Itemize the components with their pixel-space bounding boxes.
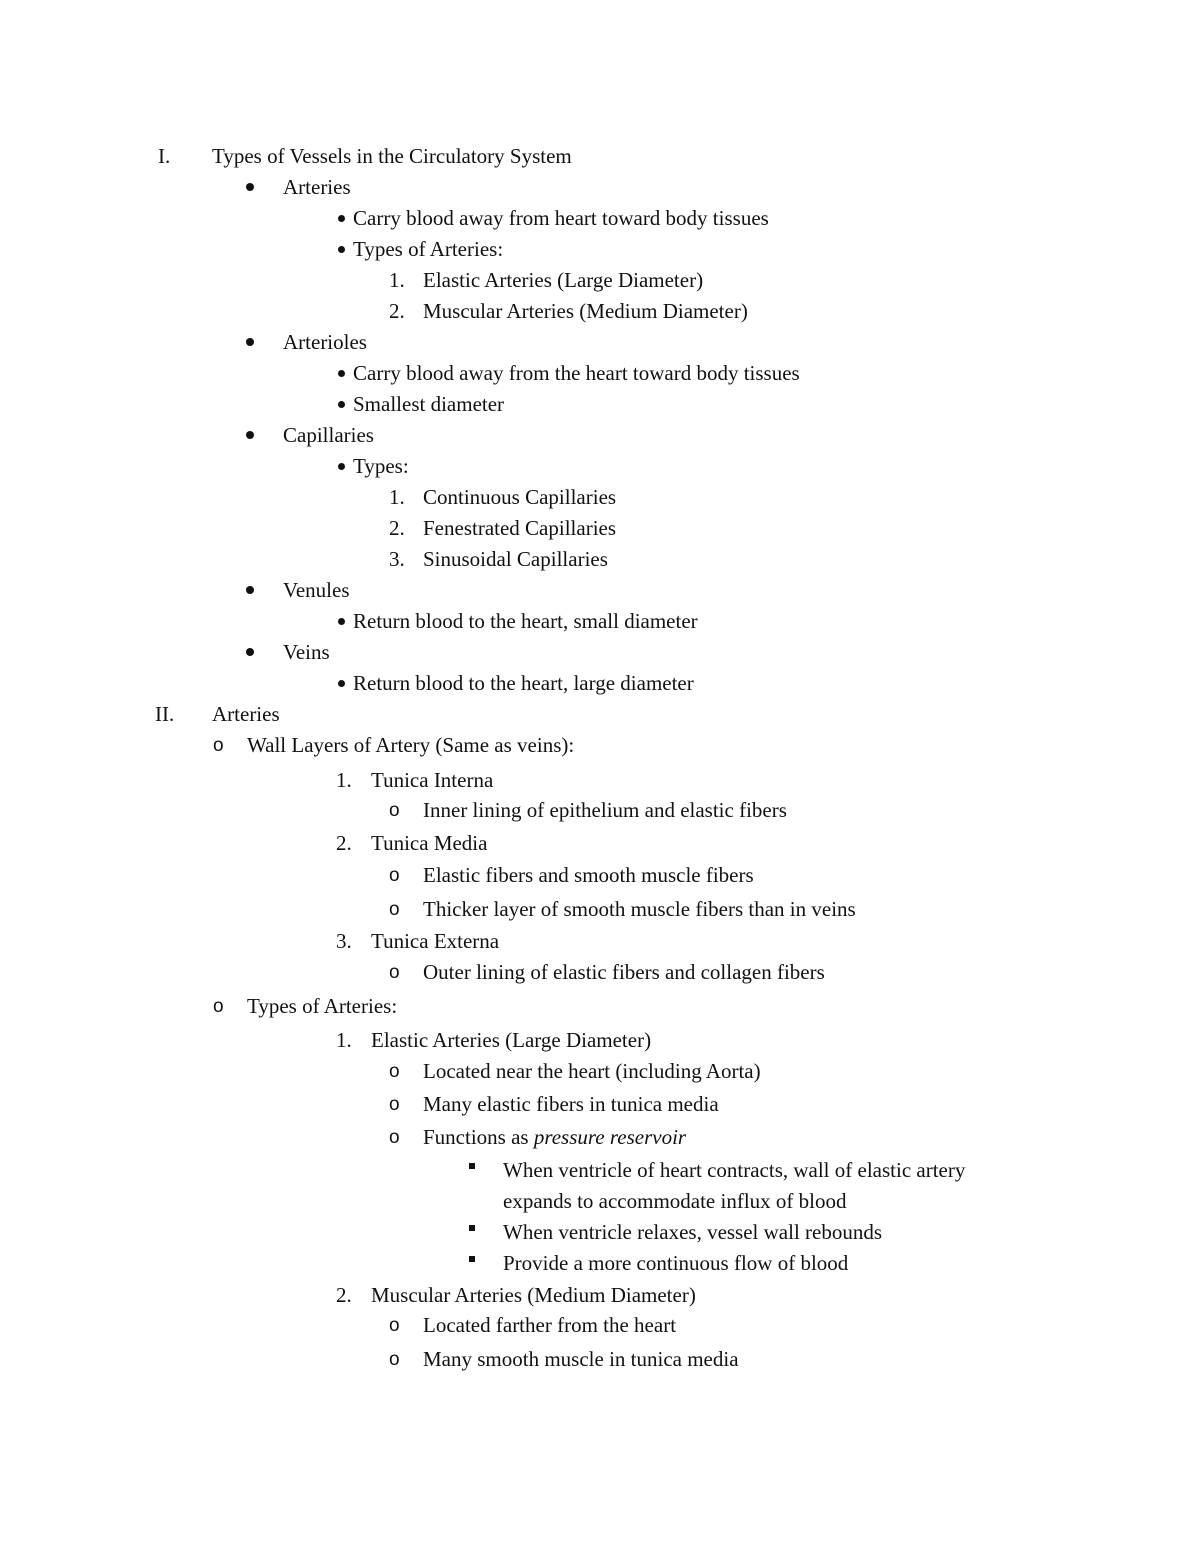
wall-layers-label: Wall Layers of Artery (Same as veins): <box>247 733 575 757</box>
elastic-desc-1: Located near the heart (including Aorta) <box>423 1059 761 1083</box>
circle-bullet-icon: o <box>389 865 400 886</box>
muscular-arteries-heading: Muscular Arteries (Medium Diameter) <box>371 1283 696 1307</box>
circle-bullet-icon: o <box>213 735 224 756</box>
square-bullet-icon <box>469 1256 475 1262</box>
list-number: 2. <box>336 1283 352 1307</box>
list-number: 3. <box>336 929 352 953</box>
capillaries-types-label: Types: <box>353 454 409 478</box>
bullet-dot-icon <box>246 183 254 191</box>
circle-bullet-icon: o <box>389 1349 400 1370</box>
fenestrated-capillaries-item: Fenestrated Capillaries <box>423 516 617 540</box>
list-number: 2. <box>389 299 405 323</box>
list-number: 1. <box>389 485 405 509</box>
section-2-number: II. <box>155 702 175 726</box>
bullet-dot-icon <box>246 648 254 656</box>
veins-desc: Return blood to the heart, large diameter <box>353 671 694 695</box>
arteries-types-label: Types of Arteries: <box>353 237 504 261</box>
section-2-title: Arteries <box>212 702 280 726</box>
bullet-dot-icon <box>246 431 254 439</box>
list-number: 3. <box>389 547 405 571</box>
tunica-externa-desc: Outer lining of elastic fibers and collagen fibers <box>423 960 825 984</box>
arterioles-smallest-text: Smallest diameter <box>353 392 505 416</box>
circle-bullet-icon: o <box>389 1094 400 1115</box>
reservoir-point-2: When ventricle relaxes, vessel wall rebounds <box>503 1220 883 1244</box>
functions-as-text: Functions as <box>423 1125 534 1149</box>
bullet-dot-icon <box>246 586 254 594</box>
bullet-dot-icon <box>338 215 345 222</box>
tunica-externa-label: Tunica Externa <box>371 929 500 953</box>
reservoir-point-1-line-2: expands to accommodate influx of blood <box>503 1189 847 1213</box>
tunica-media-label: Tunica Media <box>371 831 488 855</box>
reservoir-point-3: Provide a more continuous flow of blood <box>503 1251 849 1275</box>
types-of-arteries-label: Types of Arteries: <box>247 994 398 1018</box>
tunica-media-desc-2: Thicker layer of smooth muscle fibers than in veins <box>423 897 856 921</box>
square-bullet-icon <box>469 1163 475 1169</box>
continuous-capillaries-item: Continuous Capillaries <box>423 485 617 509</box>
reservoir-point-1-line-1: When ventricle of heart contracts, wall of elastic artery <box>503 1158 966 1182</box>
section-1-number: I. <box>158 144 171 168</box>
bullet-dot-icon <box>338 401 345 408</box>
circle-bullet-icon: o <box>213 996 224 1017</box>
square-bullet-icon <box>469 1225 475 1231</box>
arterioles-carry-text: Carry blood away from the heart toward body tissues <box>353 361 800 385</box>
elastic-arteries-item: Elastic Arteries (Large Diameter) <box>423 268 704 292</box>
tunica-interna-desc: Inner lining of epithelium and elastic fibers <box>423 798 787 822</box>
circle-bullet-icon: o <box>389 800 400 821</box>
circle-bullet-icon: o <box>389 1315 400 1336</box>
bullet-dot-icon <box>338 370 345 377</box>
bullet-dot-icon <box>338 246 345 253</box>
bullet-dot-icon <box>338 618 345 625</box>
list-number: 2. <box>389 516 405 540</box>
elastic-desc-2: Many elastic fibers in tunica media <box>423 1092 719 1116</box>
elastic-arteries-heading: Elastic Arteries (Large Diameter) <box>371 1028 652 1052</box>
circle-bullet-icon: o <box>389 1127 400 1148</box>
circle-bullet-icon: o <box>389 962 400 983</box>
arteries-carry-text: Carry blood away from heart toward body tissues <box>353 206 769 230</box>
list-number: 1. <box>389 268 405 292</box>
elastic-desc-3 <box>423 1124 686 1150</box>
list-number: 2. <box>336 831 352 855</box>
tunica-media-desc-1: Elastic fibers and smooth muscle fibers <box>423 863 754 887</box>
sinusoidal-capillaries-item: Sinusoidal Capillaries <box>423 547 608 571</box>
arterioles-label: Arterioles <box>283 330 367 354</box>
list-number: 1. <box>336 768 352 792</box>
bullet-dot-icon <box>338 463 345 470</box>
circle-bullet-icon: o <box>389 899 400 920</box>
list-number: 1. <box>336 1028 352 1052</box>
pressure-reservoir-text: pressure reservoir <box>533 1125 687 1149</box>
bullet-dot-icon <box>246 338 254 346</box>
venules-label: Venules <box>283 578 350 602</box>
capillaries-label: Capillaries <box>283 423 374 447</box>
muscular-arteries-item: Muscular Arteries (Medium Diameter) <box>423 299 748 323</box>
veins-label: Veins <box>283 640 330 664</box>
bullet-dot-icon <box>338 680 345 687</box>
muscular-desc-1: Located farther from the heart <box>423 1313 677 1337</box>
venules-desc: Return blood to the heart, small diameter <box>353 609 698 633</box>
arteries-label: Arteries <box>283 175 351 199</box>
section-1-title: Types of Vessels in the Circulatory System <box>212 144 572 168</box>
tunica-interna-label: Tunica Interna <box>371 768 494 792</box>
muscular-desc-2: Many smooth muscle in tunica media <box>423 1347 739 1371</box>
circle-bullet-icon: o <box>389 1061 400 1082</box>
